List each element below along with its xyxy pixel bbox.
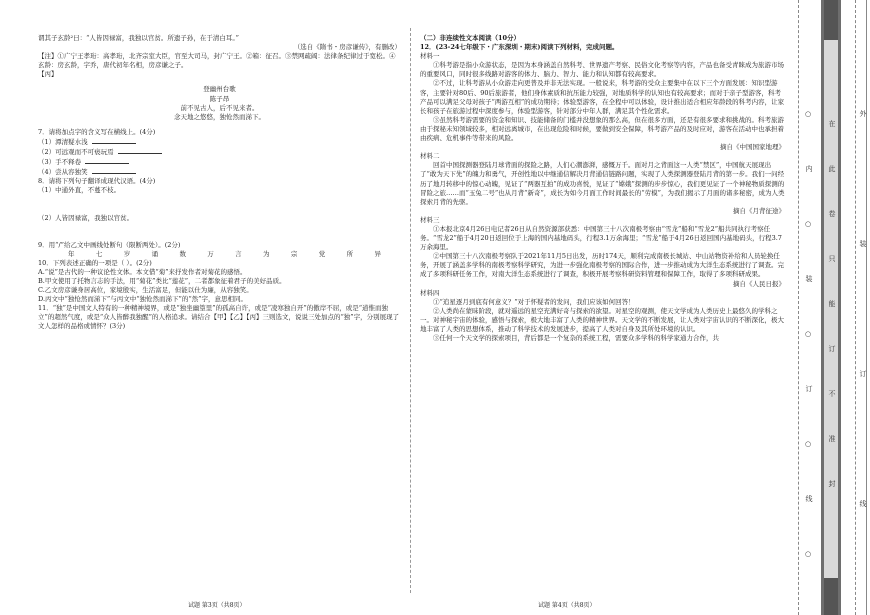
text-line bbox=[420, 334, 785, 343]
binding-char: ○ bbox=[804, 550, 812, 558]
left-page-footer: 试题 第3页（共8页） bbox=[188, 602, 246, 609]
sentence-char: 所 bbox=[346, 249, 354, 258]
binding-char: 内 bbox=[805, 165, 813, 172]
left-page bbox=[38, 0, 401, 332]
page-edge-rule bbox=[866, 0, 867, 615]
line-text: ①本报北京4月26日电记者26日从自然资源部获悉：中国第三十八次南极考察由“雪龙”船和“雪龙2”船共同执行考察任务。“雪龙2”船于4月20日返回位于上海的国内基地码头，行程3.1万余海里；“雪龙”船于4月26日返回国内基地码头，行程3.7万余海里。 bbox=[420, 224, 782, 252]
binding-char: 外 bbox=[859, 110, 867, 117]
line-text: 陈子昂 bbox=[209, 94, 230, 103]
binding-char: 线 bbox=[805, 495, 813, 502]
line-text: （二）非连续性文本阅读（10分） bbox=[420, 34, 521, 42]
line-text: 谓其子玄龄²曰：“人皆因禄富，我独以官贫。所遗子孙，在于清白耳。” bbox=[38, 34, 240, 42]
answer-blank[interactable] bbox=[92, 167, 136, 174]
binding-char: ○ bbox=[804, 330, 812, 338]
line-text: 材料四 bbox=[420, 288, 440, 297]
sentence-char: 诵 bbox=[151, 249, 159, 258]
text-line bbox=[38, 52, 401, 70]
text-line bbox=[420, 298, 785, 307]
line-text: 摘自《人民日报》 bbox=[733, 279, 785, 288]
answer-blank[interactable] bbox=[92, 137, 136, 144]
text-line bbox=[38, 104, 401, 113]
answer-blank[interactable] bbox=[118, 147, 162, 154]
sentence-to-punctuate bbox=[38, 250, 401, 259]
text-line bbox=[420, 280, 785, 289]
line-text: ②中国第三十八次南极考察队于2021年11月5日出发，历时174天，顺利完成南极长城站、中山站物资补给和人员轮换任务，开展了涵盖多学科的南极考察科学研究，为进一步强化南极考察的国际合作，进一步推动成为大洋生态系统进行了调查。完成了多项科研任务工作，对南大洋生态系统进行了调查，积极开展考察科研资料管理和保障工作，取得了多项科研成果。 bbox=[420, 252, 784, 279]
text-line bbox=[420, 79, 785, 115]
binding-strip-bottom bbox=[824, 578, 838, 615]
right-page-footer: 试题 第4页（共8页） bbox=[538, 602, 596, 609]
line-text: 10．下列表述正确的一项是（ ）。(2分) bbox=[38, 258, 152, 267]
text-line bbox=[38, 137, 401, 147]
binding-char: 封 bbox=[828, 480, 836, 487]
binding-char: ○ bbox=[804, 440, 812, 448]
text-line bbox=[38, 304, 401, 331]
text-line bbox=[420, 143, 785, 152]
binding-char: 卷 bbox=[828, 210, 836, 217]
line-text: ①科考游是指小众游状态，是因为本身涵盖自然科考、世界遗产考察、民俗文化考察等内容，产品也备受青睐成为旅游市场的重要风口，同时很多线路对游客的体力、脑力、智力、能力和认知都有较高要求。 bbox=[420, 61, 784, 79]
line-text: ①“追星逐月到底有何意义？”对于怀疑者的发问，我们应该如何回答！ bbox=[433, 297, 635, 306]
text-line bbox=[38, 259, 401, 268]
binding-char: 只 bbox=[828, 255, 836, 262]
line-text: ③虽然科考游需要的资金和知识、技能储备的门槛并没想象的那么高，但在很多方面，还是有很多要求和挑战的。科考旅游由于探秘未知领域较多，相对远离城市，在出现危险和时候，要做到安全保障，科考游产品的及时应对，游客在活动中也承担着由疾病、危机事件等带来的风险。 bbox=[420, 115, 784, 143]
sentence-char: 七 bbox=[95, 249, 103, 258]
line-text: 登幽州台歌 bbox=[203, 85, 236, 94]
text-line bbox=[420, 216, 785, 225]
text-line bbox=[38, 157, 401, 167]
sentence-char: 万 bbox=[207, 249, 214, 258]
line-text: 9．用“/”给乙文中画线处断句（限断两处）。(2分) bbox=[38, 240, 181, 249]
line-text: （4）尝从容独笑 bbox=[38, 168, 88, 177]
line-text: ②人类尚在蒙昧阶段，就对遥远的星空充满好奇与探索的欲望。对星空的观测，使天文学成为人类历史上最悠久的学科之一。对神秘宇宙的体验，感悟与探索，极大地丰富了人类的精神世界。天文学的不断发展，让人类对宇宙认识的不断深化，极大地丰富了人类的思想体系，推动了科学技术的发展进步，提高了人类对自身及其所处环境的认识。 bbox=[420, 306, 784, 333]
line-text: （2）人皆因禄富，我独以官贫。 bbox=[38, 213, 134, 222]
binding-char: 在 bbox=[828, 120, 836, 127]
line-text: C.乙文房彦谦身居高位，家境殷实，生活富足，但能以仕为廉，从容独笑。 bbox=[38, 286, 253, 295]
sentence-char: 年 bbox=[68, 249, 75, 258]
line-text: 回首中国探测器登陆月球背面的探险之路，人们心潮澎湃，感慨万千。面对月之背面这一人类“禁区”，中国航天展现出了“敢为天下先”的魄力和勇气，开创性地以中继通信解决月背通信链路问题，实现了人类探测器登陆月背的第一步。我们一问经历了地月转移中的惊心动魄，见证了“两器互拍”的成功喜悦，见证了“嫦娥”探测的步步惊心，我们更见证了一个神秘物质探测的冒险之旅……而“玉兔二号”也从月背“新奇”，成长为如今月面工作时间最长的“劳模”，为我们揭示了月面的诸多秘密，成为人类探索月背的先驱。 bbox=[420, 161, 785, 206]
line-text: ②不过，让科考游从小众游走向更普及并非无法实现。一般说来，科考游的受众主要集中在以下三个方面发展：知识型游客，主要针对80后、90后旅游者，他们身体素质和抗压能力较强，对地质科学的认知也有较高要求；而对于亲子型游客，科考产品可以满足父母对孩子“两游互相”的成功期待；体验型游客，在全程中可以体验，设计推出适合相应年龄段的科考内容，让家长和孩子在旅游过程中深度参与，体验型游客，针对部分中年人群，满足其个性化需求。 bbox=[420, 79, 785, 115]
line-text: 【注】①广宁王孝珩：高孝珩，北齐宗室大臣，官至大司马，封广宁王。②箱：征召。③禁网疏阔：法律条纪律过于宽松。④玄龄：房玄龄，字乔，唐代初年名相，房彦谦之子。 bbox=[38, 52, 396, 70]
sentence-char: 为 bbox=[263, 249, 270, 258]
text-line bbox=[420, 225, 785, 252]
text-line bbox=[38, 95, 401, 104]
binding-char: 线 bbox=[859, 500, 867, 507]
line-text: 材料三 bbox=[420, 215, 440, 224]
text-line bbox=[38, 34, 401, 43]
text-line bbox=[420, 252, 785, 279]
text-line bbox=[38, 70, 401, 79]
line-text: 摘自《月背征途》 bbox=[733, 206, 785, 215]
text-line bbox=[38, 277, 401, 286]
page-divider bbox=[410, 28, 411, 593]
binding-char: ○ bbox=[804, 220, 812, 228]
text-line bbox=[38, 186, 401, 195]
text-line bbox=[420, 289, 785, 298]
right-page bbox=[420, 0, 785, 343]
sentence-char: 岁 bbox=[123, 249, 131, 258]
binding-strip-top bbox=[824, 0, 838, 40]
outer-binding-line bbox=[798, 0, 799, 615]
sentence-char: 党 bbox=[318, 249, 326, 258]
text-line bbox=[420, 207, 785, 216]
binding-char: 订 bbox=[828, 345, 836, 352]
line-text: （1）中通外直，不蔓不枝。 bbox=[38, 186, 121, 195]
text-line bbox=[420, 161, 785, 206]
line-text: ③任何一个天文学的探索项目，背后都是一个复杂的系统工程，需要众多学科的科学家通力合作，共 bbox=[433, 334, 719, 343]
binding-char: 装 bbox=[859, 240, 867, 247]
line-text: 7．请将加点字的含义写在横线上。(4分) bbox=[38, 127, 156, 136]
sentence-char: 异 bbox=[374, 249, 381, 258]
text-line bbox=[420, 307, 785, 334]
text-line bbox=[38, 241, 401, 250]
line-text: 摘自《中国国家地理》 bbox=[720, 143, 785, 152]
text-line bbox=[420, 116, 785, 143]
text-line bbox=[38, 295, 401, 304]
text-line bbox=[38, 43, 401, 52]
binding-char: 装 bbox=[805, 275, 813, 282]
sentence-char: 数 bbox=[179, 249, 186, 258]
line-text: （1）潭清疑水浅 bbox=[38, 137, 88, 146]
text-line bbox=[38, 113, 401, 122]
line-text: 材料二 bbox=[420, 152, 440, 161]
binding-char: 准 bbox=[828, 435, 836, 442]
text-line bbox=[38, 286, 401, 295]
line-text: B.甲文使用了托物言志的手法，用“菊花”类比“莲花”，二者都象征着君子的美好品质。 bbox=[38, 276, 286, 285]
text-line bbox=[38, 167, 401, 177]
text-line bbox=[420, 61, 785, 79]
left-page-questions bbox=[38, 259, 401, 332]
sentence-char: 言 bbox=[235, 249, 242, 258]
line-text: 【丙】 bbox=[38, 70, 58, 79]
inner-binding-line bbox=[855, 0, 856, 615]
line-text: D.丙文中“独怆然而涕下”与丙文中“独怆然而涕下”的“然”字，意思相同。 bbox=[38, 295, 247, 304]
line-text: 12．(23-24七年级下・广东深圳・期末)阅读下列材料，完成问题。 bbox=[420, 43, 619, 52]
line-text: 8．请将下列句子翻译成现代汉语。(4分) bbox=[38, 177, 156, 186]
text-line bbox=[420, 152, 785, 161]
binding-char: 此 bbox=[828, 165, 836, 172]
line-text: （2）可远观而不可亵玩焉 bbox=[38, 148, 114, 157]
answer-blank[interactable] bbox=[85, 157, 129, 164]
binding-char: 订 bbox=[859, 370, 867, 377]
text-line bbox=[38, 147, 401, 157]
binding-char: 订 bbox=[805, 385, 813, 392]
binding-char: 能 bbox=[828, 300, 836, 307]
line-text: （3）手不释卷 bbox=[38, 158, 82, 167]
binding-char: ○ bbox=[804, 110, 812, 118]
line-text: A.“说”是古代的一种议论性文体。本文借“菊”来抒发作者对菊花的感悟。 bbox=[38, 267, 247, 276]
text-line bbox=[38, 85, 401, 94]
right-page-text bbox=[420, 0, 785, 343]
line-text: （选自《隋书・房彦谦传》，有删改） bbox=[293, 43, 401, 52]
text-line bbox=[38, 214, 401, 223]
left-page-text bbox=[38, 0, 401, 250]
sentence-char: 宗 bbox=[290, 249, 298, 258]
text-line bbox=[38, 128, 401, 137]
line-text: 11．“独”是中国文人特有的一种精神境界，或是“独坐幽篁里”的孤高自许，或是“凌寒独自开”的傲岸不屈，或是“道惟而独立”的超然气度，或是“众人皆醉我独醒”的人格追求。请结合【甲】【乙】【丙】三则选文，说说三处加点的“独”字，分别展现了文人怎样的品格或情怀？(3分) bbox=[38, 304, 400, 331]
line-text: 念天地之悠悠，独怆然而涕下。 bbox=[174, 112, 265, 121]
text-line bbox=[38, 268, 401, 277]
text-line bbox=[420, 43, 785, 52]
line-text: 材料一 bbox=[420, 52, 440, 61]
binding-char: 不 bbox=[828, 390, 836, 397]
text-line bbox=[420, 52, 785, 61]
text-line bbox=[420, 34, 785, 43]
line-text: 前不见古人，后不见来者。 bbox=[180, 103, 259, 112]
